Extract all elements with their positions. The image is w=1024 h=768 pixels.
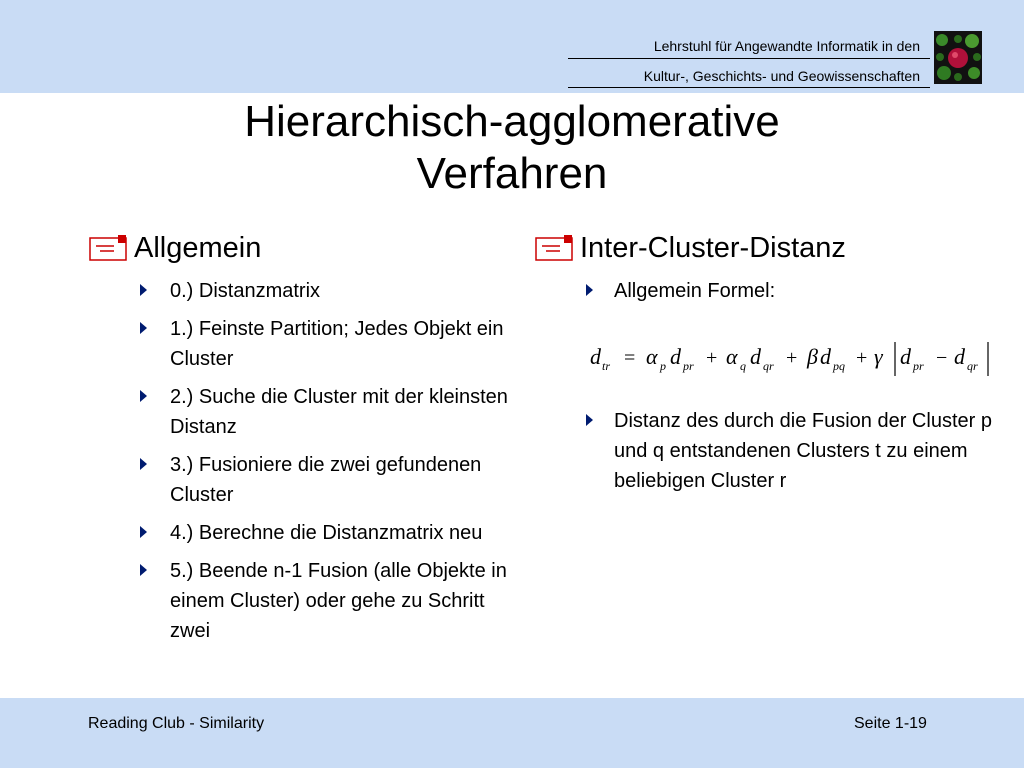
- svg-text:d: d: [900, 344, 911, 369]
- right-list: [534, 276, 1004, 496]
- left-heading-label: Allgemein: [134, 231, 262, 264]
- title-line1: Hierarchisch-agglomerative: [244, 97, 780, 146]
- page-number: Seite 1-19: [854, 715, 927, 732]
- svg-text:+: +: [786, 347, 798, 369]
- slide-bullet-icon: [88, 234, 130, 262]
- svg-text:+: +: [856, 347, 868, 369]
- list-item: 2.) Suche die Cluster mit der kleinsten Distanz: [88, 382, 508, 442]
- svg-text:d: d: [750, 344, 761, 369]
- left-list: [88, 276, 508, 646]
- triangle-bullet-icon: [140, 322, 147, 334]
- list-item: 0.) Distanzmatrix: [88, 276, 508, 306]
- svg-text:tr: tr: [602, 359, 611, 373]
- chair-name-line1: Lehrstuhl für Angewandte Informatik in den: [653, 38, 920, 54]
- svg-text:d: d: [590, 344, 601, 369]
- footer-title: Reading Club - Similarity: [88, 715, 265, 732]
- list-item: Distanz des durch die Fusion der Cluster p und q entstandenen Clusters t zu einem beliebigen Cluster r: [534, 406, 1004, 496]
- title-line2: Verfahren: [416, 149, 608, 198]
- slide-bullet-icon: [534, 234, 576, 262]
- list-item: 4.) Berechne die Distanzmatrix neu: [88, 518, 508, 548]
- svg-text:β: β: [807, 344, 818, 369]
- list-item: 3.) Fusioniere die zwei gefundenen Cluster: [88, 450, 508, 510]
- flower-logo-icon: [934, 31, 982, 84]
- svg-text:p: p: [660, 359, 666, 373]
- distance-formula: [588, 336, 1008, 384]
- svg-text:α: α: [726, 344, 738, 369]
- triangle-bullet-icon: [140, 284, 147, 296]
- right-heading: [534, 228, 1004, 268]
- list-item: Allgemein Formel:: [534, 276, 1004, 306]
- triangle-bullet-icon: [140, 526, 147, 538]
- triangle-bullet-icon: [140, 564, 147, 576]
- list-item: 5.) Beende n-1 Fusion (alle Objekte in einem Cluster) oder gehe zu Schritt zwei: [88, 556, 508, 646]
- svg-text:qr: qr: [967, 359, 978, 373]
- triangle-bullet-icon: [140, 390, 147, 402]
- svg-text:+: +: [706, 347, 718, 369]
- triangle-bullet-icon: [140, 458, 147, 470]
- svg-text:−: −: [936, 347, 948, 369]
- left-heading: [88, 228, 508, 268]
- header-rule-top: [568, 58, 930, 59]
- svg-text:=: =: [624, 347, 636, 369]
- svg-text:d: d: [670, 344, 681, 369]
- svg-text:pr: pr: [683, 359, 694, 373]
- svg-text:pr: pr: [913, 359, 924, 373]
- list-item: 1.) Feinste Partition; Jedes Objekt ein Cluster: [88, 314, 508, 374]
- slide-title: [0, 96, 1024, 200]
- right-heading-label: Inter-Cluster-Distanz: [580, 231, 846, 264]
- footer-band: [0, 698, 1024, 768]
- svg-text:pq: pq: [833, 359, 845, 373]
- svg-text:d: d: [954, 344, 965, 369]
- header-rule-bottom: [568, 87, 930, 88]
- svg-text:qr: qr: [763, 359, 774, 373]
- chair-name-line2: Kultur-, Geschichts- und Geowissenschaften: [643, 68, 920, 84]
- svg-text:q: q: [740, 359, 746, 373]
- svg-text:γ: γ: [874, 344, 883, 369]
- triangle-bullet-icon: [586, 284, 593, 296]
- triangle-bullet-icon: [586, 414, 593, 426]
- left-column: [88, 228, 508, 646]
- svg-text:α: α: [646, 344, 658, 369]
- svg-text:d: d: [820, 344, 831, 369]
